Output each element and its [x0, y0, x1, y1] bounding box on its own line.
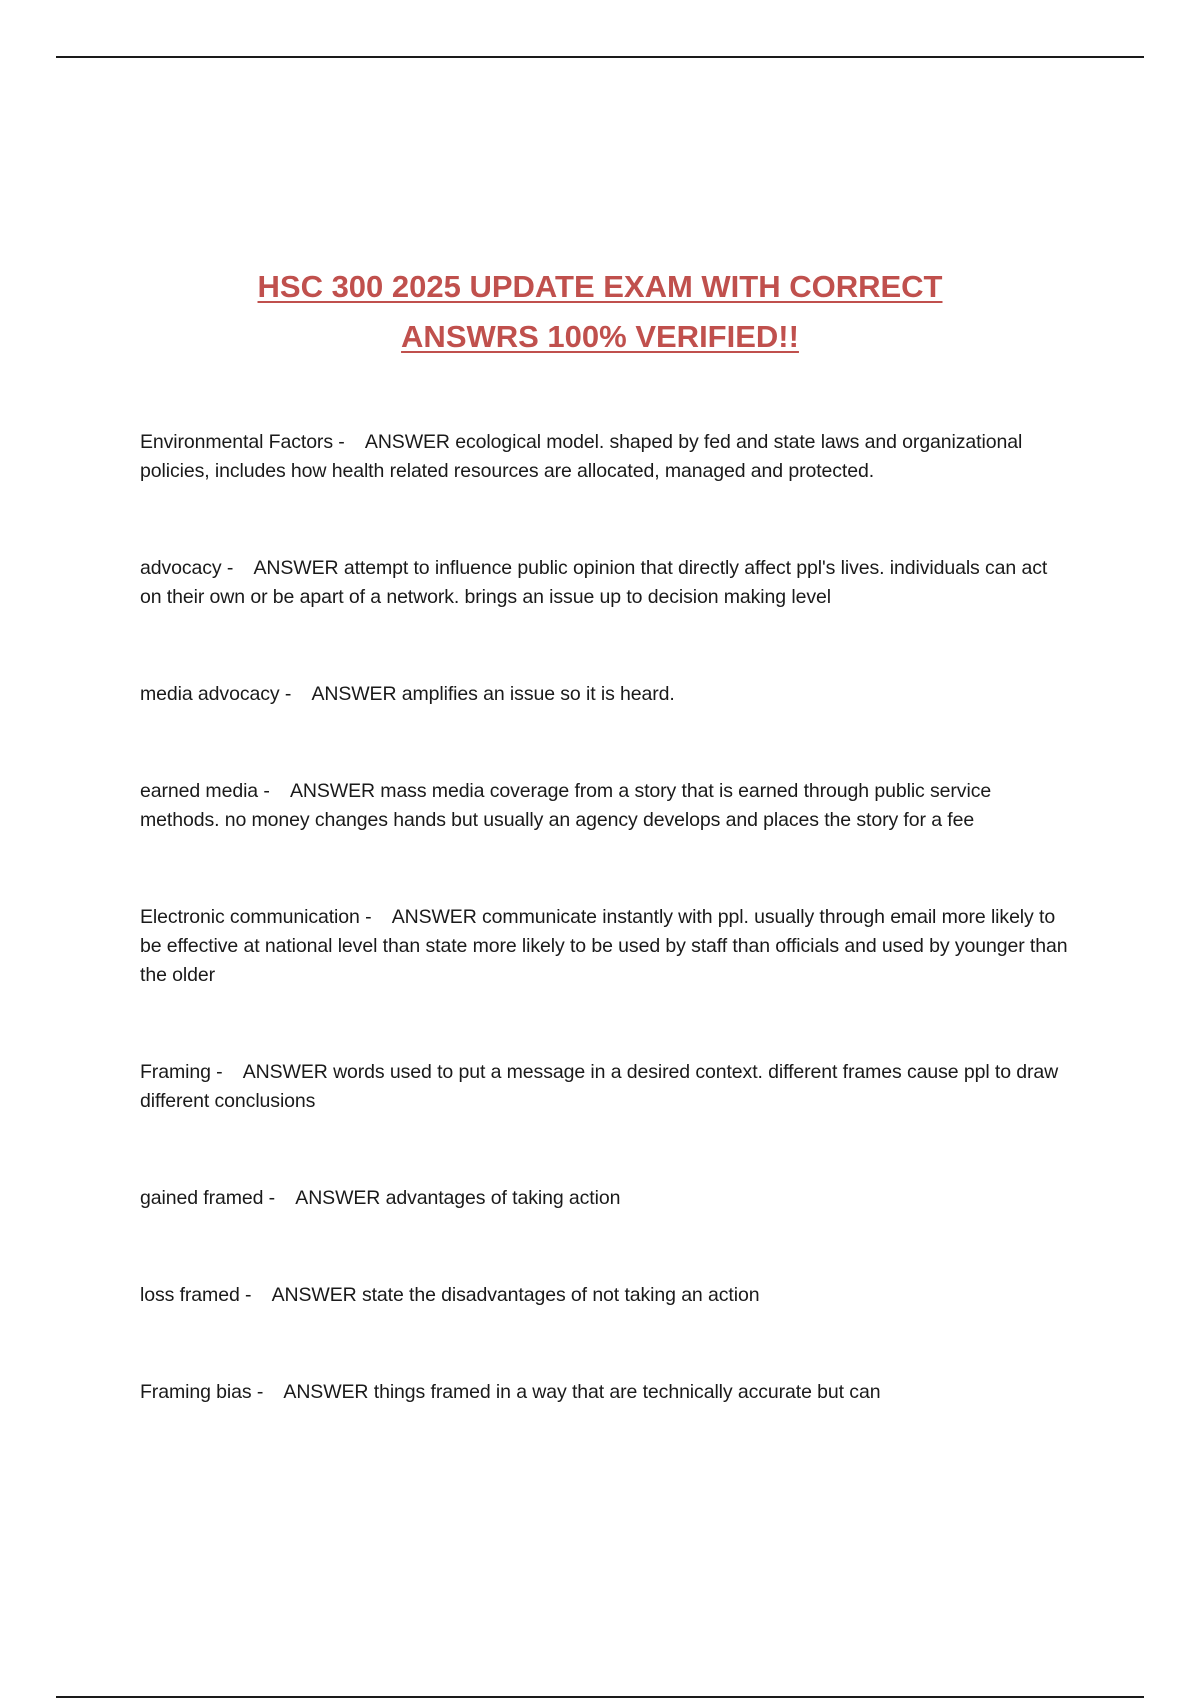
entry-answer: things framed in a way that are technically accurate but can	[373, 1381, 881, 1403]
answer-label: ANSWER	[283, 1381, 369, 1403]
qa-entry	[140, 1378, 1070, 1407]
entry-answer: amplifies an issue so it is heard.	[401, 683, 675, 705]
top-rule	[56, 56, 1144, 58]
entry-term: Electronic communication -	[140, 906, 372, 928]
answer-label: ANSWER	[311, 683, 397, 705]
entry-term: earned media -	[140, 780, 270, 802]
qa-entry	[140, 777, 1070, 835]
answer-label: ANSWER	[271, 1284, 357, 1306]
entry-answer: mass media coverage from a story that is earned through public service methods. no money changes hands but usually an agency develops and places the story for a fee	[140, 780, 992, 831]
qa-entry	[140, 1184, 1070, 1213]
entry-answer: attempt to influence public opinion that directly affect ppl's lives. individuals can act on their own or be apart of a network. brings an issue up to decision making level	[140, 557, 1048, 608]
title-line-1: HSC 300 2025 UPDATE EXAM WITH CORRECT	[257, 269, 943, 304]
answer-label: ANSWER	[253, 557, 339, 579]
qa-entries	[140, 428, 1070, 1475]
entry-answer: advantages of taking action	[385, 1187, 621, 1209]
entry-term: Framing -	[140, 1061, 223, 1083]
entry-term: Environmental Factors -	[140, 431, 345, 453]
entry-answer: communicate instantly with ppl. usually through email more likely to be effective at national level than state more likely to be used by staff than officials and used by younger than the older	[140, 906, 1068, 986]
entry-answer: state the disadvantages of not taking an action	[361, 1284, 760, 1306]
qa-entry	[140, 1281, 1070, 1310]
entry-answer: ecological model. shaped by fed and state laws and organizational policies, includes how health related resources are allocated, managed and protected.	[140, 431, 1023, 482]
answer-label: ANSWER	[391, 906, 477, 928]
entry-term: advocacy -	[140, 557, 234, 579]
answer-label: ANSWER	[289, 780, 375, 802]
qa-entry	[140, 903, 1070, 990]
entry-term: Framing bias -	[140, 1381, 264, 1403]
entry-answer: words used to put a message in a desired context. different frames cause ppl to draw different conclusions	[140, 1061, 1059, 1112]
answer-label: ANSWER	[364, 431, 450, 453]
entry-term: gained framed -	[140, 1187, 276, 1209]
document-title	[0, 262, 1200, 362]
qa-entry	[140, 428, 1070, 486]
bottom-rule	[56, 1696, 1144, 1698]
qa-entry	[140, 680, 1070, 709]
answer-label: ANSWER	[242, 1061, 328, 1083]
entry-term: media advocacy -	[140, 683, 292, 705]
answer-label: ANSWER	[295, 1187, 381, 1209]
qa-entry	[140, 1058, 1070, 1116]
qa-entry	[140, 554, 1070, 612]
title-line-2: ANSWRS 100% VERIFIED!!	[401, 319, 799, 354]
entry-term: loss framed -	[140, 1284, 252, 1306]
